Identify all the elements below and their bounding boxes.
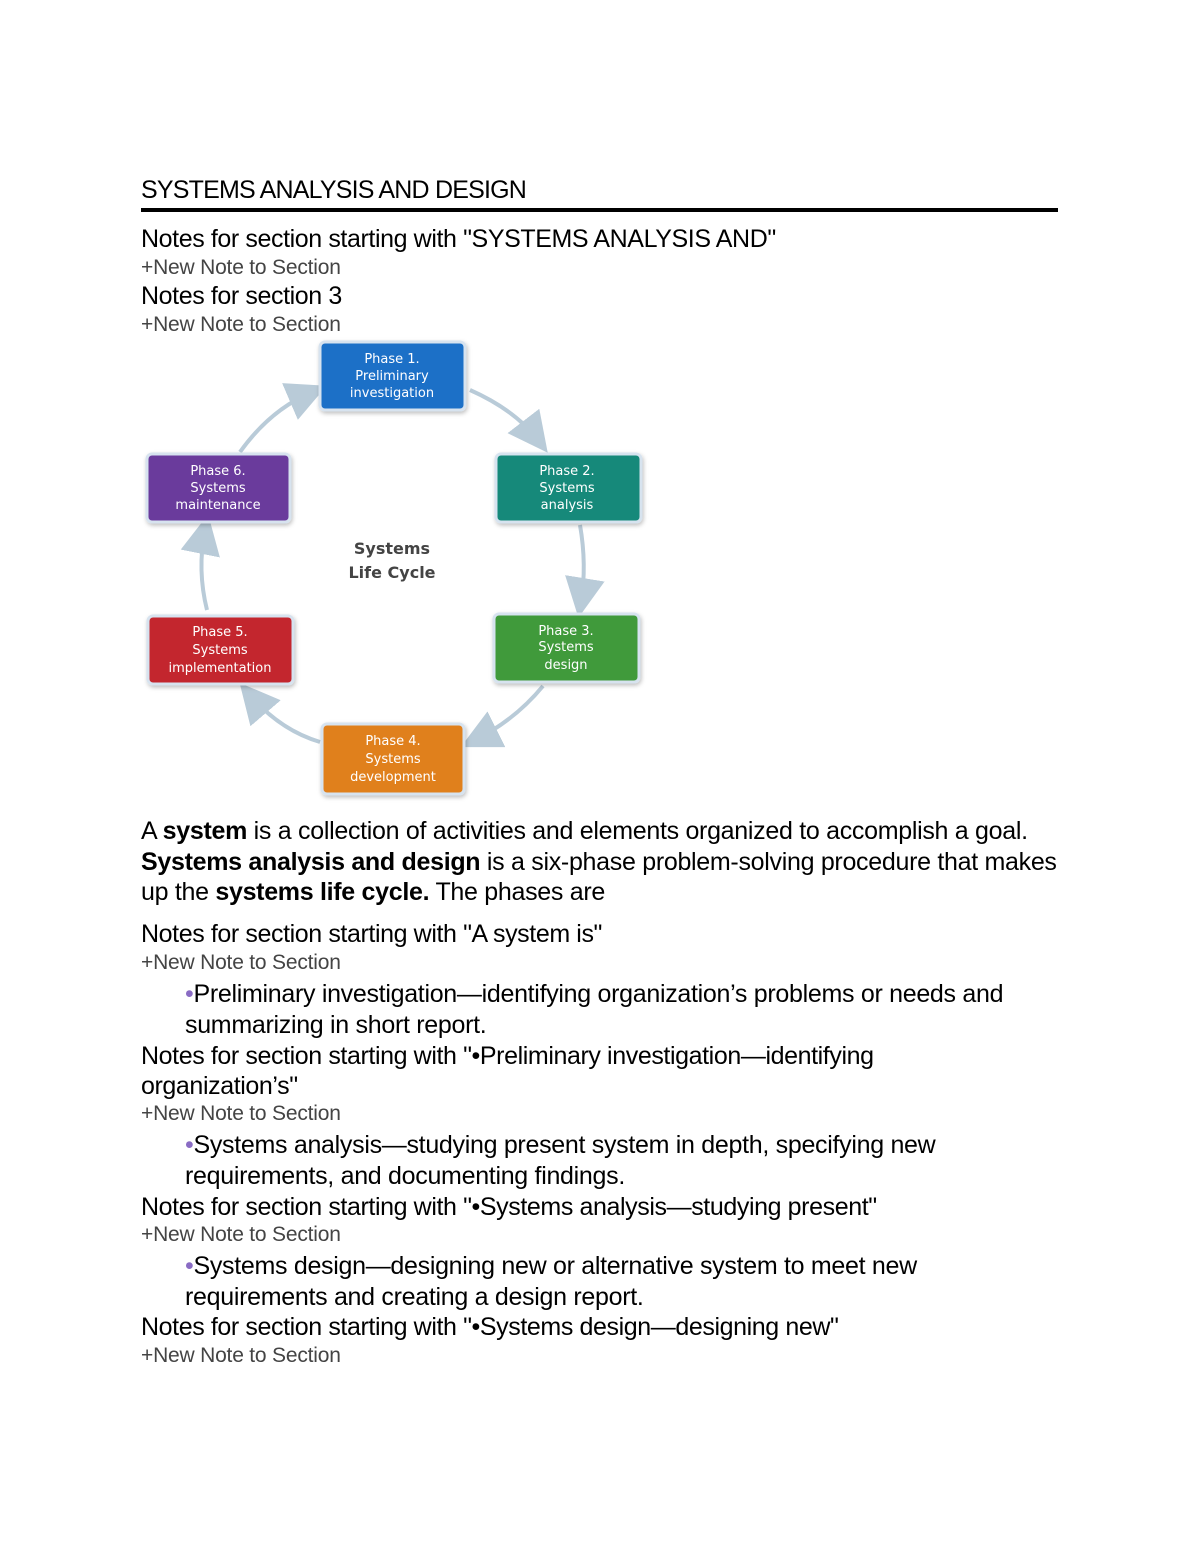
section-notes-heading: Notes for section starting with "A system is" (141, 920, 603, 948)
phase-5-line1: Phase 5. (192, 625, 248, 640)
cycle-arrow-6-1 (240, 392, 312, 452)
cycle-arrow-5-6 (201, 530, 207, 610)
term-systems-life-cycle: systems life cycle. (215, 878, 430, 906)
section-notes-heading: Notes for section starting with "•Systems design—designing new" (141, 1313, 839, 1341)
para-text-2: is a collection of activities and elements organized to accomplish a goal. (247, 817, 1028, 845)
bullet-systems-analysis (185, 1130, 1065, 1191)
center-label-line1: Systems (353, 539, 431, 558)
bullet-text: Preliminary investigation—identifying organization’s problems or needs and summarizing in short report. (185, 980, 1004, 1039)
phase-6-line1: Phase 6. (190, 464, 246, 479)
phase-3-line1: Phase 3. (538, 624, 594, 639)
bullet-marker: • (185, 1131, 194, 1159)
cycle-arrow-2-3 (580, 525, 584, 602)
section-notes-heading: Notes for section starting with "•Systems analysis—studying present" (141, 1193, 877, 1221)
para-text-4: The phases are (429, 878, 605, 906)
phase-6-line3: maintenance (175, 498, 261, 513)
phase-box-1 (320, 342, 465, 410)
phase-4-line1: Phase 4. (365, 734, 421, 749)
new-note-link[interactable]: +New Note to Section (141, 256, 341, 279)
phase-1-line1: Phase 1. (364, 352, 420, 367)
new-note-link[interactable]: +New Note to Section (141, 951, 341, 974)
section-notes-heading: Notes for section starting with "SYSTEMS ANALYSIS AND" (141, 225, 776, 253)
phase-box-3 (494, 614, 639, 682)
bullet-marker: • (185, 980, 194, 1008)
term-systems-analysis-and-design: Systems analysis and design (141, 847, 481, 876)
cycle-arrow-4-5 (250, 695, 320, 742)
new-note-link[interactable]: +New Note to Section (141, 313, 341, 336)
phase-1-line3: investigation (349, 386, 435, 401)
phase-box-4 (322, 724, 464, 794)
phase-3-line3: design (544, 658, 588, 673)
phase-2-line1: Phase 2. (539, 464, 595, 479)
term-system: system (162, 817, 248, 845)
phase-box-5 (148, 616, 293, 684)
phase-3-line2: Systems (538, 640, 594, 655)
phase-box-2 (496, 454, 641, 522)
phase-2-line2: Systems (539, 481, 595, 496)
phase-box-6 (147, 454, 290, 522)
cycle-arrow-1-2 (470, 390, 538, 440)
bullet-marker: • (185, 1252, 194, 1280)
phase-4-line2: Systems (365, 752, 421, 767)
new-note-link[interactable]: +New Note to Section (141, 1223, 341, 1246)
bullet-text: Systems design—designing new or alternative system to meet new requirements and creating a design report. (185, 1252, 917, 1311)
bullet-systems-design (185, 1251, 1065, 1312)
intro-paragraph (141, 816, 1071, 908)
phase-5-line2: Systems (192, 643, 248, 658)
new-note-link[interactable]: +New Note to Section (141, 1102, 341, 1125)
phase-2-line3: analysis (540, 498, 594, 513)
para-text-1: A (141, 817, 163, 845)
phase-6-line2: Systems (190, 481, 246, 496)
bullet-preliminary-investigation (185, 979, 1065, 1040)
para-text-3: is a six-phase problem-solving procedure that makes up the (141, 847, 1057, 906)
systems-life-cycle-diagram (135, 330, 655, 810)
center-label-line2: Life Cycle (348, 563, 436, 582)
phase-1-line2: Preliminary (355, 369, 429, 384)
section-notes-heading: Notes for section 3 (141, 282, 342, 310)
section-notes-heading: Notes for section starting with "•Preliminary investigation—identifying organization’s" (141, 1042, 874, 1100)
cycle-arrow-3-4 (475, 686, 543, 740)
phase-5-line3: implementation (168, 661, 272, 676)
page-title: SYSTEMS ANALYSIS AND DESIGN (141, 176, 1058, 212)
new-note-link[interactable]: +New Note to Section (141, 1344, 341, 1367)
phase-4-line3: development (350, 770, 436, 785)
bullet-text: Systems analysis—studying present system in depth, specifying new requirements, and documenting findings. (185, 1131, 936, 1190)
